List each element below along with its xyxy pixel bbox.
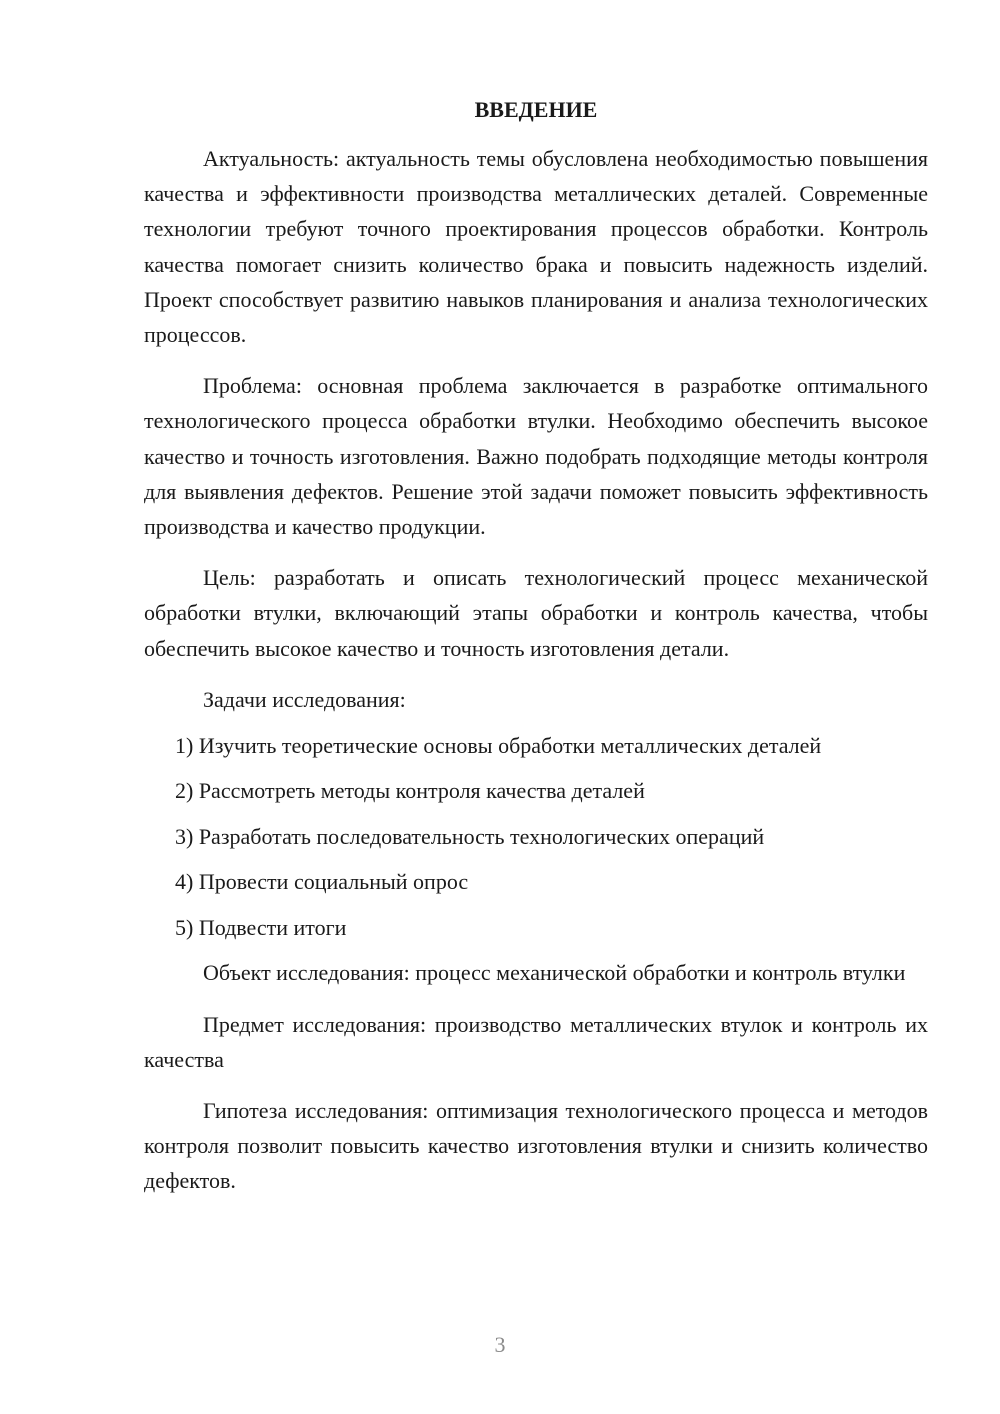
document-page — [144, 92, 928, 1215]
task-item-2: 2) Рассмотреть методы контроля качества деталей — [175, 778, 645, 804]
task-item-3: 3) Разработать последовательность технологических операций — [175, 823, 765, 849]
hypothesis-paragraph: Гипотеза исследования: оптимизация технологического процесса и методов контроля позволит повысить качество изготовления втулки и снизить количество дефектов. — [144, 1097, 928, 1194]
page-title: ВВЕДЕНИЕ — [474, 97, 598, 122]
task-item-4: 4) Провести социальный опрос — [175, 869, 469, 895]
task-item-5: 5) Подвести итоги — [175, 914, 347, 940]
tasks-heading: Задачи исследования: — [203, 686, 406, 712]
relevance-paragraph: Актуальность: актуальность темы обусловлена необходимостью повышения качества и эффективности производства металлических деталей. Современные технологии требуют точного проектирования процессов обработки. Контроль качества помогает снизить количество брака и повысить надежность изделий. Проект способствует развитию навыков планирования и анализа технологических процессов. — [144, 146, 928, 348]
problem-paragraph: Проблема: основная проблема заключается в разработке оптимального технологического процесса обработки втулки. Необходимо обеспечить высокое качество и точность изготовления. Важно подобрать подходящие методы контроля для выявления дефектов. Решение этой задачи поможет повысить эффективность производства и качество продукции. — [144, 373, 928, 540]
subject-paragraph: Предмет исследования: производство металлических втулок и контроль их качества — [144, 1011, 928, 1072]
object-paragraph: Объект исследования: процесс механической обработки и контроль втулки — [203, 960, 906, 986]
page-number: 3 — [494, 1332, 506, 1357]
task-item-1: 1) Изучить теоретические основы обработки металлических деталей — [175, 732, 822, 758]
tasks-list — [144, 728, 928, 946]
goal-paragraph: Цель: разработать и описать технологический процесс механической обработки втулки, включающий этапы обработки и контроль качества, чтобы обеспечить высокое качество и точность изготовления детали. — [144, 565, 928, 661]
